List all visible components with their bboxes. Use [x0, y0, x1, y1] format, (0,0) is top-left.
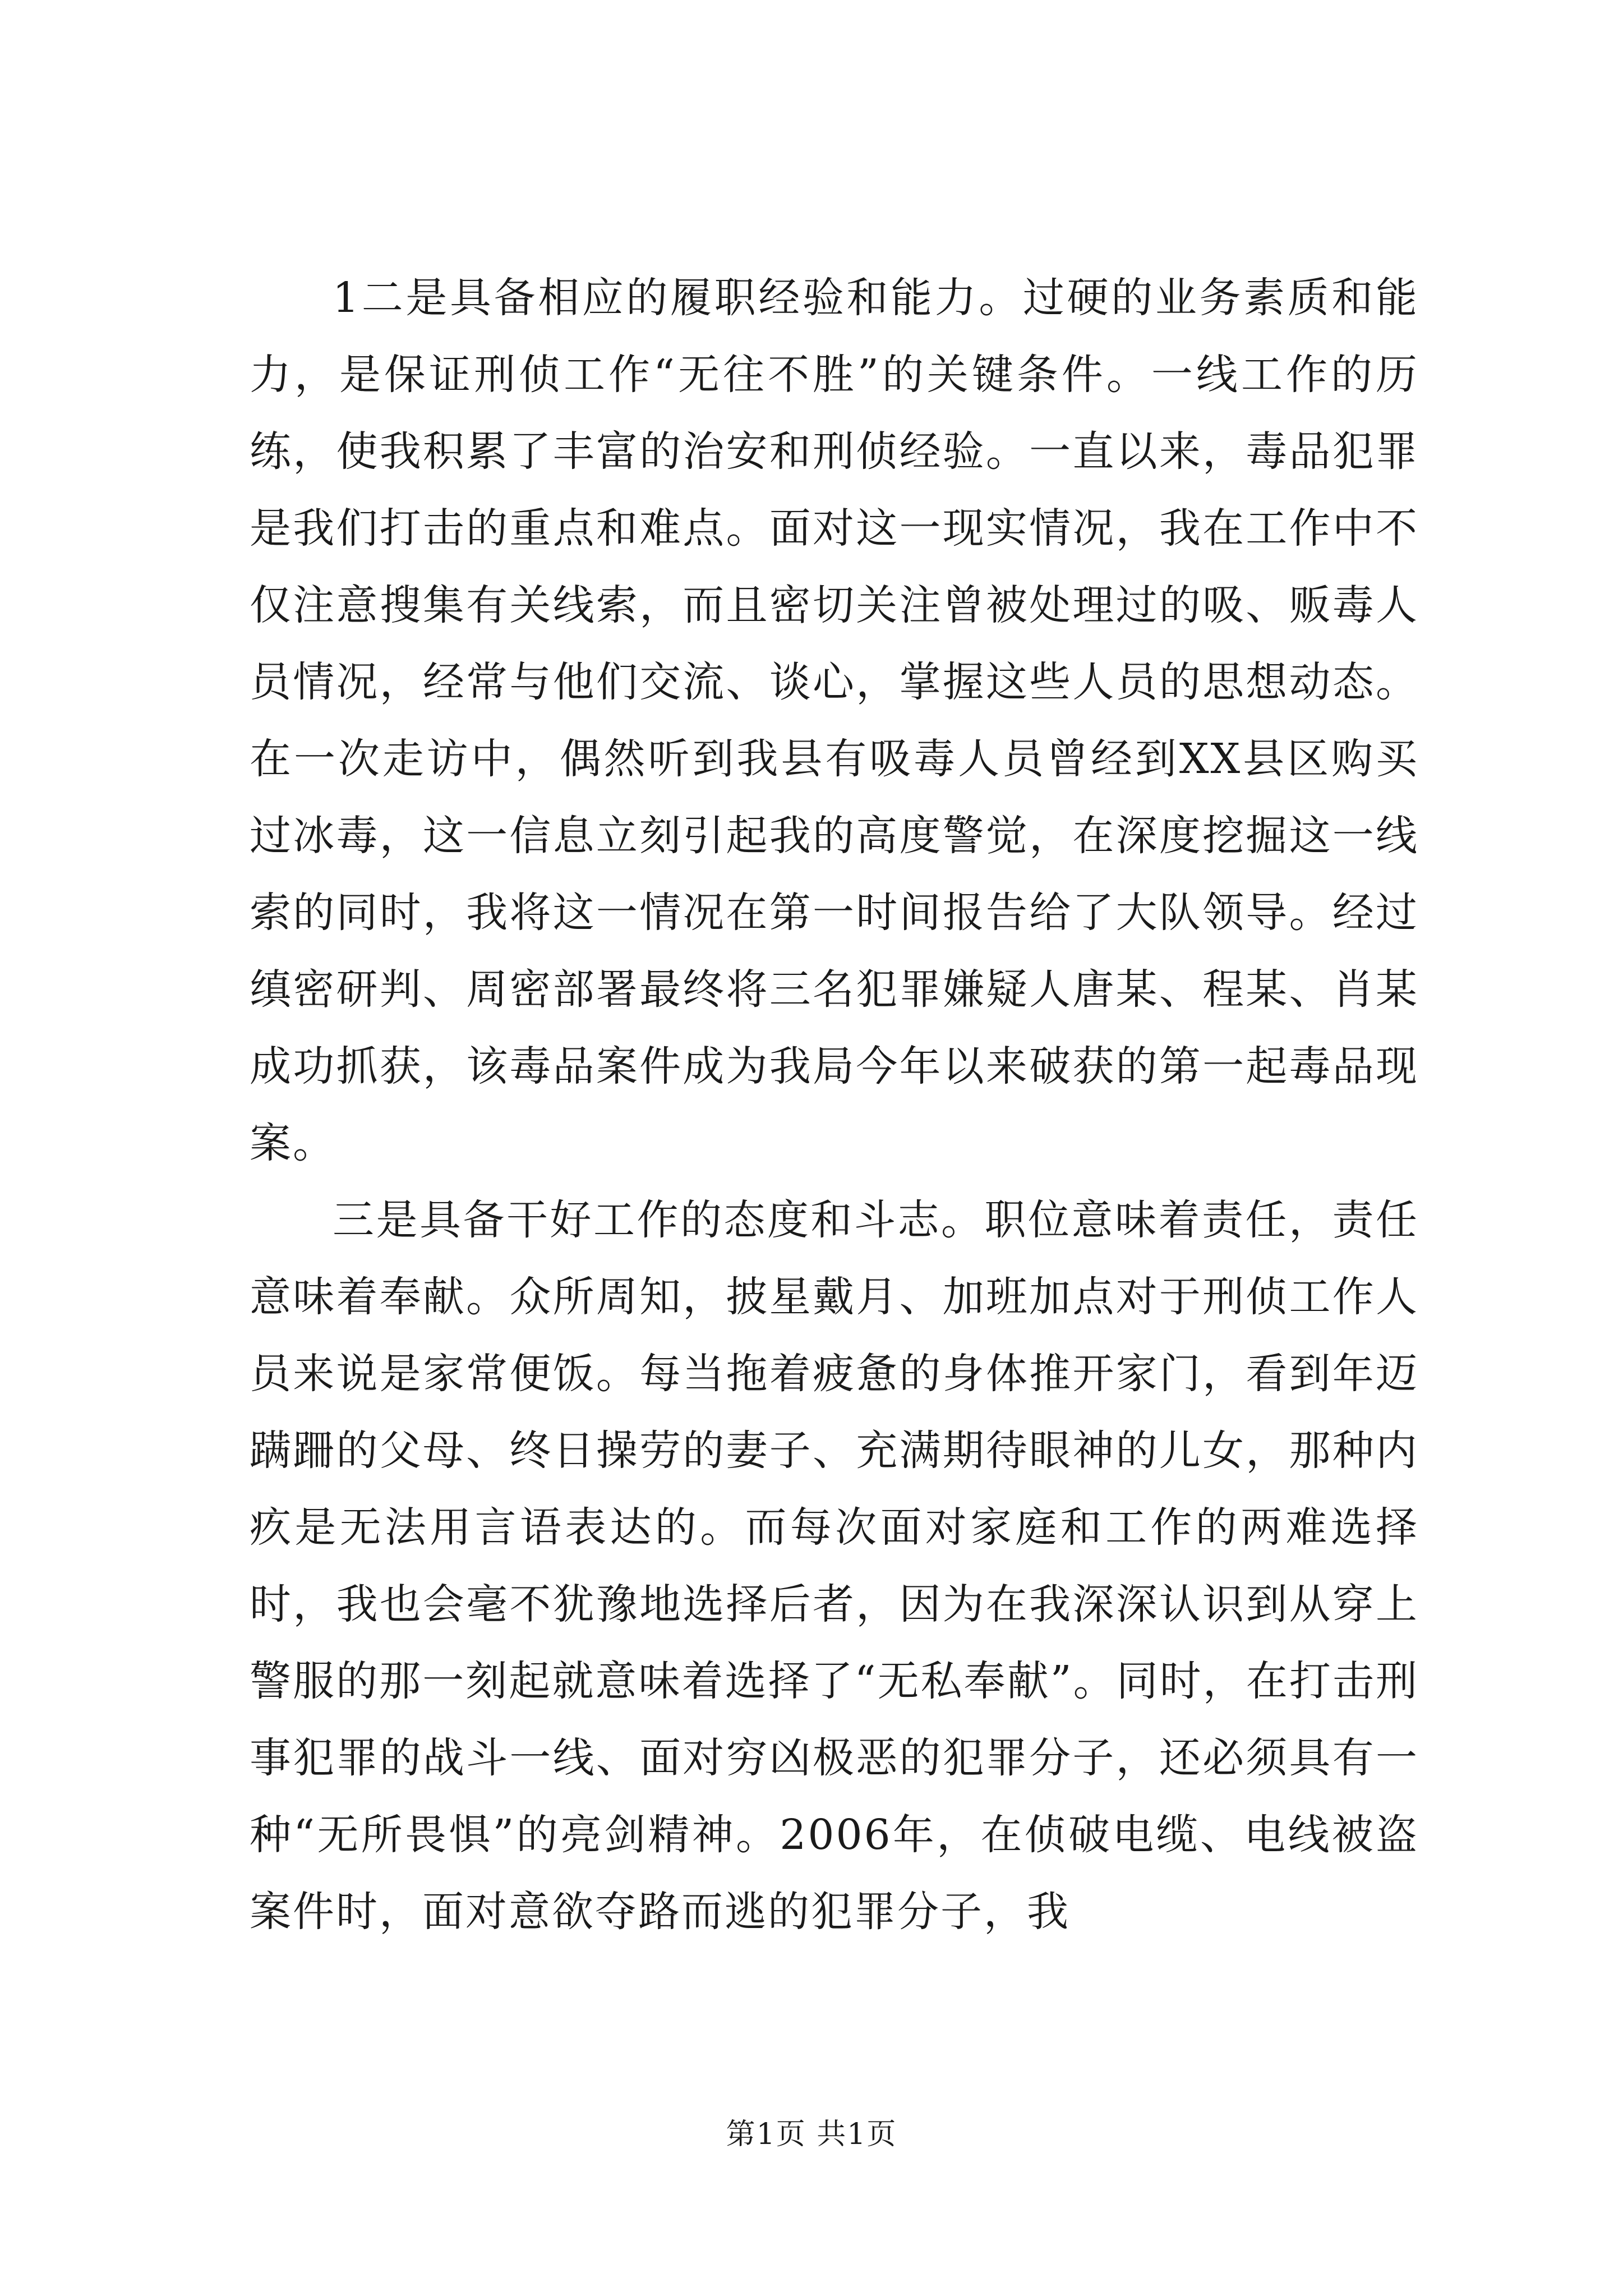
paragraph-1: 1二是具备相应的履职经验和能力。过硬的业务素质和能力，是保证刑侦工作“无往不胜”的关键条件。一线工作的历练，使我积累了丰富的治安和刑侦经验。一直以来，毒品犯罪是我们打击的重点和难点。面对这一现实情况，我在工作中不仅注意搜集有关线索，而且密切关注曾被处理过的吸、贩毒人员情况，经常与他们交流、谈心，掌握这些人员的思想动态。在一次走访中，偶然听到我县有吸毒人员曾经到XX县区购买过冰毒，这一信息立刻引起我的高度警觉，在深度挖掘这一线索的同时，我将这一情况在第一时间报告给了大队领导。经过缜密研判、周密部署最终将三名犯罪嫌疑人唐某、程某、肖某成功抓获，该毒品案件成为我局今年以来破获的第一起毒品现案。	[250, 274, 1419, 1167]
page-footer: 第1页 共1页	[726, 2118, 897, 2151]
document-body	[250, 260, 1419, 1950]
paragraph-2: 三是具备干好工作的态度和斗志。职位意味着责任，责任意味着奉献。众所周知，披星戴月、加班加点对于刑侦工作人员来说是家常便饭。每当拖着疲惫的身体推开家门，看到年迈蹒跚的父母、终日操劳的妻子、充满期待眼神的儿女，那种内疚是无法用言语表达的。而每次面对家庭和工作的两难选择时，我也会毫不犹豫地选择后者，因为在我深深认识到从穿上警服的那一刻起就意味着选择了“无私奉献”。同时，在打击刑事犯罪的战斗一线、面对穷凶极恶的犯罪分子，还必须具有一种“无所畏惧”的亮剑精神。2006年，在侦破电缆、电线被盗案件时，面对意欲夺路而逃的犯罪分子，我	[250, 1196, 1419, 1936]
